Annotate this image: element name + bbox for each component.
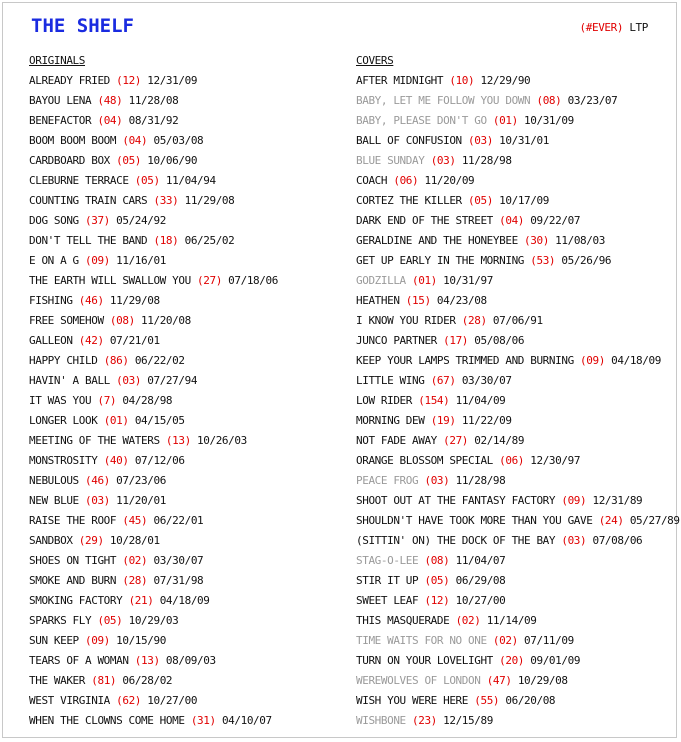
- song-title: HAVIN' A BALL: [29, 374, 110, 387]
- play-count: (27): [443, 434, 469, 447]
- song-row[interactable]: [356, 451, 676, 471]
- song-title: SHOES ON TIGHT: [29, 554, 117, 567]
- last-played-date: 07/21/01: [109, 334, 160, 347]
- play-count: (42): [78, 334, 104, 347]
- play-count: (05): [424, 574, 450, 587]
- song-title: GODZILLA: [356, 274, 406, 287]
- last-played-date: 10/06/90: [147, 154, 198, 167]
- play-count: (28): [461, 314, 487, 327]
- covers-heading: COVERS: [356, 54, 394, 67]
- play-count: (13): [165, 434, 191, 447]
- song-title: WISHBONE: [356, 714, 406, 727]
- song-row[interactable]: [29, 331, 349, 351]
- last-played-date: 04/18/09: [611, 354, 661, 367]
- song-row[interactable]: [356, 131, 676, 151]
- song-row[interactable]: [29, 131, 349, 151]
- play-count: (01): [103, 414, 129, 427]
- song-title: STAG-O-LEE: [356, 554, 419, 567]
- play-count: (28): [122, 574, 148, 587]
- play-count: (05): [97, 614, 123, 627]
- song-title: I KNOW YOU RIDER: [356, 314, 456, 327]
- last-played-date: 10/26/03: [197, 434, 247, 447]
- legend: [580, 21, 648, 34]
- song-title: AFTER MIDNIGHT: [356, 74, 444, 87]
- page-title: THE SHELF: [31, 15, 134, 37]
- last-played-date: 08/31/92: [128, 114, 179, 127]
- song-title: MORNING DEW: [356, 414, 425, 427]
- song-title: MEETING OF THE WATERS: [29, 434, 160, 447]
- play-count: (13): [134, 654, 160, 667]
- play-count: (08): [536, 94, 562, 107]
- play-count: (04): [97, 114, 123, 127]
- play-count: (53): [530, 254, 556, 267]
- originals-heading: ORIGINALS: [29, 54, 86, 67]
- song-title: E ON A G: [29, 254, 79, 267]
- last-played-date: 10/17/09: [499, 194, 549, 207]
- song-title: BLUE SUNDAY: [356, 154, 425, 167]
- last-played-date: 10/31/97: [443, 274, 493, 287]
- song-row[interactable]: [356, 111, 676, 131]
- song-row[interactable]: [29, 171, 349, 191]
- play-count: (17): [443, 334, 469, 347]
- last-played-date: 11/20/09: [424, 174, 475, 187]
- song-title: SUN KEEP: [29, 634, 79, 647]
- last-played-date: 06/29/08: [455, 574, 506, 587]
- song-row[interactable]: [29, 691, 349, 711]
- song-row[interactable]: [29, 451, 349, 471]
- song-title: HAPPY CHILD: [29, 354, 98, 367]
- song-title: BABY, LET ME FOLLOW YOU DOWN: [356, 94, 531, 107]
- play-count: (03): [85, 494, 110, 507]
- play-count: (154): [418, 394, 450, 407]
- song-row[interactable]: [356, 211, 676, 231]
- song-title: FREE SOMEHOW: [29, 314, 104, 327]
- song-title: TIME WAITS FOR NO ONE: [356, 634, 487, 647]
- song-title: NEW BLUE: [29, 494, 79, 507]
- last-played-date: 04/15/05: [134, 414, 185, 427]
- last-played-date: 07/18/06: [228, 274, 278, 287]
- play-count: (46): [85, 474, 110, 487]
- play-count: (05): [468, 194, 493, 207]
- song-row[interactable]: [29, 351, 349, 371]
- song-row[interactable]: [356, 611, 676, 631]
- song-row[interactable]: [29, 71, 349, 91]
- last-played-date: 10/31/01: [499, 134, 549, 147]
- last-played-date: 04/18/09: [159, 594, 210, 607]
- song-row[interactable]: [29, 671, 349, 691]
- song-title: LOW RIDER: [356, 394, 413, 407]
- last-played-date: 10/27/00: [455, 594, 506, 607]
- song-title: WEST VIRGINIA: [29, 694, 110, 707]
- play-count: (04): [122, 134, 148, 147]
- song-row[interactable]: [29, 471, 349, 491]
- song-title: WISH YOU WERE HERE: [356, 694, 469, 707]
- song-row[interactable]: [29, 91, 349, 111]
- play-count: (48): [97, 94, 123, 107]
- song-row[interactable]: [356, 491, 676, 511]
- last-played-date: 03/30/07: [461, 374, 512, 387]
- song-row[interactable]: [356, 711, 676, 731]
- song-row[interactable]: [356, 291, 676, 311]
- last-played-date: 07/11/09: [524, 634, 574, 647]
- play-count: (30): [524, 234, 549, 247]
- song-title: SMOKE AND BURN: [29, 574, 117, 587]
- last-played-date: 12/30/97: [530, 454, 581, 467]
- last-played-date: 10/29/08: [517, 674, 568, 687]
- song-row[interactable]: [356, 571, 676, 591]
- song-row[interactable]: [29, 311, 349, 331]
- play-count: (09): [561, 494, 587, 507]
- last-played-date: 10/27/00: [147, 694, 198, 707]
- song-title: BABY, PLEASE DON'T GO: [356, 114, 487, 127]
- last-played-date: 05/08/06: [474, 334, 525, 347]
- last-played-date: 10/31/09: [524, 114, 574, 127]
- song-row[interactable]: [29, 531, 349, 551]
- song-row[interactable]: [356, 351, 676, 371]
- song-row[interactable]: [29, 291, 349, 311]
- originals-list: [29, 71, 349, 731]
- play-count: (12): [424, 594, 450, 607]
- song-title: THE WAKER: [29, 674, 86, 687]
- last-played-date: 03/30/07: [153, 554, 204, 567]
- song-title: HEATHEN: [356, 294, 400, 307]
- song-title: BALL OF CONFUSION: [356, 134, 462, 147]
- song-row[interactable]: [356, 371, 676, 391]
- song-row[interactable]: [29, 651, 349, 671]
- play-count: (09): [85, 254, 110, 267]
- legend-ltp: LTP: [629, 21, 648, 34]
- song-row[interactable]: [356, 411, 676, 431]
- play-count: (23): [412, 714, 437, 727]
- play-count: (20): [499, 654, 525, 667]
- last-played-date: 12/31/09: [147, 74, 198, 87]
- last-played-date: 07/12/06: [134, 454, 185, 467]
- last-played-date: 11/29/08: [109, 294, 160, 307]
- play-count: (01): [412, 274, 437, 287]
- song-row[interactable]: [356, 671, 676, 691]
- play-count: (46): [78, 294, 104, 307]
- play-count: (02): [122, 554, 148, 567]
- song-title: NOT FADE AWAY: [356, 434, 437, 447]
- song-row[interactable]: [29, 151, 349, 171]
- play-count: (27): [197, 274, 222, 287]
- song-row[interactable]: [356, 231, 676, 251]
- covers-list: [356, 71, 680, 731]
- song-title: LONGER LOOK: [29, 414, 98, 427]
- last-played-date: 10/29/03: [128, 614, 179, 627]
- song-row[interactable]: [29, 231, 349, 251]
- song-title: KEEP YOUR LAMPS TRIMMED AND BURNING: [356, 354, 574, 367]
- last-played-date: 12/31/89: [592, 494, 643, 507]
- play-count: (02): [492, 634, 518, 647]
- play-count: (12): [116, 74, 142, 87]
- play-count: (03): [561, 534, 587, 547]
- song-title: IT WAS YOU: [29, 394, 92, 407]
- song-title: COACH: [356, 174, 388, 187]
- play-count: (03): [424, 474, 450, 487]
- play-count: (40): [103, 454, 129, 467]
- song-row[interactable]: [356, 391, 676, 411]
- last-played-date: 06/25/02: [184, 234, 235, 247]
- play-count: (10): [449, 74, 475, 87]
- song-row[interactable]: [356, 91, 676, 111]
- play-count: (06): [499, 454, 525, 467]
- play-count: (19): [430, 414, 456, 427]
- song-row[interactable]: [356, 591, 676, 611]
- last-played-date: 11/28/98: [461, 154, 512, 167]
- last-played-date: 06/20/08: [505, 694, 556, 707]
- song-title: SWEET LEAF: [356, 594, 419, 607]
- song-row[interactable]: [29, 411, 349, 431]
- song-title: FISHING: [29, 294, 73, 307]
- play-count: (21): [128, 594, 154, 607]
- song-row[interactable]: [356, 551, 676, 571]
- play-count: (09): [580, 354, 605, 367]
- shelf-panel: [2, 2, 680, 738]
- play-count: (45): [122, 514, 148, 527]
- song-title: JUNCO PARTNER: [356, 334, 437, 347]
- last-played-date: 11/16/01: [116, 254, 166, 267]
- play-count: (15): [405, 294, 431, 307]
- song-row[interactable]: [356, 691, 676, 711]
- last-played-date: 10/15/90: [116, 634, 166, 647]
- last-played-date: 02/14/89: [474, 434, 525, 447]
- song-row[interactable]: [29, 611, 349, 631]
- song-title: GALLEON: [29, 334, 73, 347]
- play-count: (31): [190, 714, 216, 727]
- song-row[interactable]: [356, 431, 676, 451]
- song-row[interactable]: [29, 191, 349, 211]
- last-played-date: 12/15/89: [443, 714, 493, 727]
- play-count: (03): [116, 374, 142, 387]
- last-played-date: 06/22/02: [134, 354, 185, 367]
- song-title: MONSTROSITY: [29, 454, 98, 467]
- play-count: (7): [97, 394, 117, 407]
- last-played-date: 04/10/07: [221, 714, 272, 727]
- song-row[interactable]: [29, 711, 349, 731]
- play-count: (47): [486, 674, 512, 687]
- last-played-date: 05/03/08: [153, 134, 204, 147]
- play-count: (62): [116, 694, 142, 707]
- last-played-date: 11/20/01: [116, 494, 166, 507]
- song-row[interactable]: [356, 271, 676, 291]
- song-title: CARDBOARD BOX: [29, 154, 110, 167]
- last-played-date: 05/27/89: [629, 514, 680, 527]
- play-count: (55): [474, 694, 500, 707]
- last-played-date: 12/29/90: [480, 74, 531, 87]
- song-title: GET UP EARLY IN THE MORNING: [356, 254, 525, 267]
- song-row[interactable]: [356, 331, 676, 351]
- song-row[interactable]: [356, 251, 676, 271]
- last-played-date: 07/27/94: [147, 374, 198, 387]
- song-title: NEBULOUS: [29, 474, 79, 487]
- song-row[interactable]: [29, 551, 349, 571]
- play-count: (01): [492, 114, 518, 127]
- song-row[interactable]: [29, 431, 349, 451]
- last-played-date: 05/26/96: [561, 254, 612, 267]
- last-played-date: 11/04/09: [455, 394, 506, 407]
- last-played-date: 07/23/06: [116, 474, 166, 487]
- song-row[interactable]: [29, 631, 349, 651]
- play-count: (02): [455, 614, 481, 627]
- last-played-date: 10/28/01: [109, 534, 160, 547]
- song-title: GERALDINE AND THE HONEYBEE: [356, 234, 518, 247]
- song-row[interactable]: [29, 371, 349, 391]
- play-count: (06): [393, 174, 419, 187]
- last-played-date: 07/31/98: [153, 574, 204, 587]
- song-row[interactable]: [356, 71, 676, 91]
- last-played-date: 03/23/07: [567, 94, 618, 107]
- song-title: TURN ON YOUR LOVELIGHT: [356, 654, 493, 667]
- last-played-date: 05/24/92: [116, 214, 166, 227]
- last-played-date: 11/20/08: [141, 314, 191, 327]
- song-title: COUNTING TRAIN CARS: [29, 194, 148, 207]
- play-count: (24): [598, 514, 624, 527]
- last-played-date: 11/22/09: [461, 414, 512, 427]
- song-row[interactable]: [356, 171, 676, 191]
- last-played-date: 11/04/94: [165, 174, 216, 187]
- song-title: RAISE THE ROOF: [29, 514, 117, 527]
- song-row[interactable]: [356, 471, 676, 491]
- song-row[interactable]: [29, 211, 349, 231]
- play-count: (09): [85, 634, 110, 647]
- play-count: (86): [103, 354, 129, 367]
- last-played-date: 11/08/03: [555, 234, 605, 247]
- song-title: DON'T TELL THE BAND: [29, 234, 148, 247]
- last-played-date: 08/09/03: [165, 654, 216, 667]
- song-title: TEARS OF A WOMAN: [29, 654, 129, 667]
- song-title: CLEBURNE TERRACE: [29, 174, 129, 187]
- legend-ever: (#EVER): [579, 21, 624, 34]
- last-played-date: 11/14/09: [486, 614, 537, 627]
- song-row[interactable]: [356, 511, 680, 531]
- last-played-date: 06/22/01: [153, 514, 204, 527]
- song-title: PEACE FROG: [356, 474, 419, 487]
- song-title: (SITTIN' ON) THE DOCK OF THE BAY: [356, 534, 556, 547]
- song-row[interactable]: [29, 251, 349, 271]
- song-title: BAYOU LENA: [29, 94, 92, 107]
- song-title: SHOULDN'T HAVE TOOK MORE THAN YOU GAVE: [356, 514, 593, 527]
- song-row[interactable]: [29, 391, 349, 411]
- play-count: (08): [424, 554, 450, 567]
- song-title: SANDBOX: [29, 534, 73, 547]
- song-title: STIR IT UP: [356, 574, 419, 587]
- song-row[interactable]: [29, 271, 349, 291]
- song-title: ORANGE BLOSSOM SPECIAL: [356, 454, 493, 467]
- song-title: DARK END OF THE STREET: [356, 214, 493, 227]
- song-title: SPARKS FLY: [29, 614, 92, 627]
- song-row[interactable]: [29, 111, 349, 131]
- play-count: (05): [116, 154, 142, 167]
- play-count: (29): [78, 534, 104, 547]
- song-title: THE EARTH WILL SWALLOW YOU: [29, 274, 191, 287]
- song-title: BOOM BOOM BOOM: [29, 134, 117, 147]
- song-row[interactable]: [356, 151, 676, 171]
- song-row[interactable]: [29, 571, 349, 591]
- song-row[interactable]: [29, 511, 349, 531]
- song-row[interactable]: [356, 191, 676, 211]
- song-row[interactable]: [356, 531, 676, 551]
- song-row[interactable]: [356, 651, 676, 671]
- covers-column: [356, 51, 680, 731]
- originals-column: [29, 51, 349, 731]
- play-count: (08): [109, 314, 135, 327]
- play-count: (33): [153, 194, 179, 207]
- last-played-date: 11/28/08: [128, 94, 179, 107]
- song-title: SMOKING FACTORY: [29, 594, 123, 607]
- play-count: (03): [468, 134, 493, 147]
- last-played-date: 11/29/08: [184, 194, 235, 207]
- last-played-date: 07/06/91: [492, 314, 543, 327]
- last-played-date: 04/28/98: [122, 394, 173, 407]
- song-title: LITTLE WING: [356, 374, 425, 387]
- song-row[interactable]: [29, 491, 349, 511]
- song-row[interactable]: [356, 311, 676, 331]
- song-title: THIS MASQUERADE: [356, 614, 450, 627]
- song-title: SHOOT OUT AT THE FANTASY FACTORY: [356, 494, 556, 507]
- last-played-date: 11/28/98: [455, 474, 506, 487]
- last-played-date: 09/22/07: [530, 214, 581, 227]
- song-title: ALREADY FRIED: [29, 74, 110, 87]
- last-played-date: 06/28/02: [122, 674, 173, 687]
- play-count: (37): [85, 214, 110, 227]
- play-count: (05): [134, 174, 160, 187]
- song-title: CORTEZ THE KILLER: [356, 194, 462, 207]
- play-count: (67): [430, 374, 456, 387]
- last-played-date: 07/08/06: [592, 534, 643, 547]
- play-count: (81): [91, 674, 117, 687]
- song-row[interactable]: [356, 631, 676, 651]
- play-count: (18): [153, 234, 179, 247]
- play-count: (03): [430, 154, 456, 167]
- song-title: WEREWOLVES OF LONDON: [356, 674, 481, 687]
- song-title: WHEN THE CLOWNS COME HOME: [29, 714, 185, 727]
- song-row[interactable]: [29, 591, 349, 611]
- last-played-date: 11/04/07: [455, 554, 506, 567]
- last-played-date: 09/01/09: [530, 654, 581, 667]
- song-title: DOG SONG: [29, 214, 79, 227]
- song-title: BENEFACTOR: [29, 114, 92, 127]
- last-played-date: 04/23/08: [436, 294, 487, 307]
- play-count: (04): [499, 214, 525, 227]
